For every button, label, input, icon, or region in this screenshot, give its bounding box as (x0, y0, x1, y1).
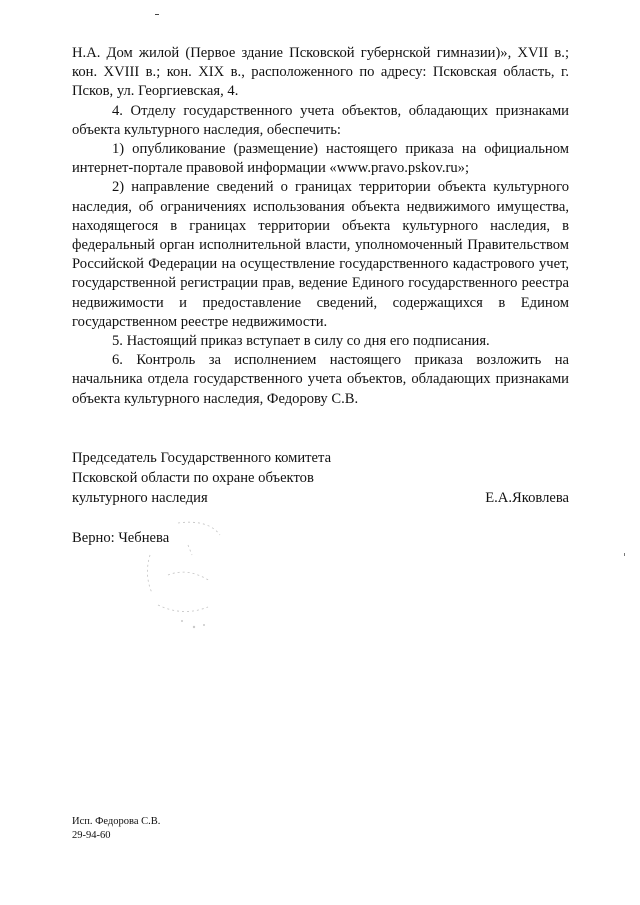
paragraph-continuation: Н.А. Дом жилой (Первое здание Псковской губернской гимназии)», XVII в.; кон. XVIII в.; кон. XIX в., расположенного по адресу: Псковская область, г. Псков, ул. Георгиевская, 4. (72, 45, 569, 100)
signer-title-line-1: Председатель Государственного комитета (72, 450, 332, 466)
verification-note: Верно: Чебнева (72, 530, 170, 546)
signature-block (72, 448, 569, 508)
executor-phone: 29-94-60 (72, 830, 111, 841)
signer-name: Е.А.Яковлева (485, 490, 569, 506)
paragraph-item-6: 6. Контроль за исполнением настоящего приказа возложить на начальника отдела государственного учета объектов, обладающих признаками объекта культурного наследия, Федорову С.В. (72, 352, 569, 407)
scan-mark (155, 14, 159, 15)
document-body (72, 44, 569, 409)
paragraph-item-5: 5. Настоящий приказ вступает в силу со дня его подписания. (112, 333, 490, 350)
executor-info (72, 815, 160, 843)
paragraph-subitem-1: 1) опубликование (размещение) настоящего приказа на официальном интернет-портале правовой информации «www.pravo.pskov.ru»; (72, 141, 569, 177)
scan-mark-margin (624, 553, 625, 556)
signer-title-line-3: культурного наследия (72, 490, 208, 506)
executor-name: Исп. Федорова С.В. (72, 816, 161, 827)
paragraph-subitem-2: 2) направление сведений о границах территории объекта культурного наследия, об ограничениях использования объекта недвижимого имущества, находящегося в границах территории объекта культурного наследия, в федеральный орган исполнительной власти, уполномоченный Правительством Российской Федерации на осуществление государственного кадастрового учет, государственной регистрации прав, ведение Единого государственного реестра недвижимости и предоставление сведений, содержащихся в Едином государственном реестре недвижимости. (72, 179, 569, 330)
faint-stamp-image (138, 515, 238, 635)
paragraph-item-4: 4. Отделу государственного учета объектов, обладающих признаками объекта культурного наследия, обеспечить: (72, 102, 569, 138)
signer-title-line-2: Псковской области по охране объектов (72, 470, 314, 486)
